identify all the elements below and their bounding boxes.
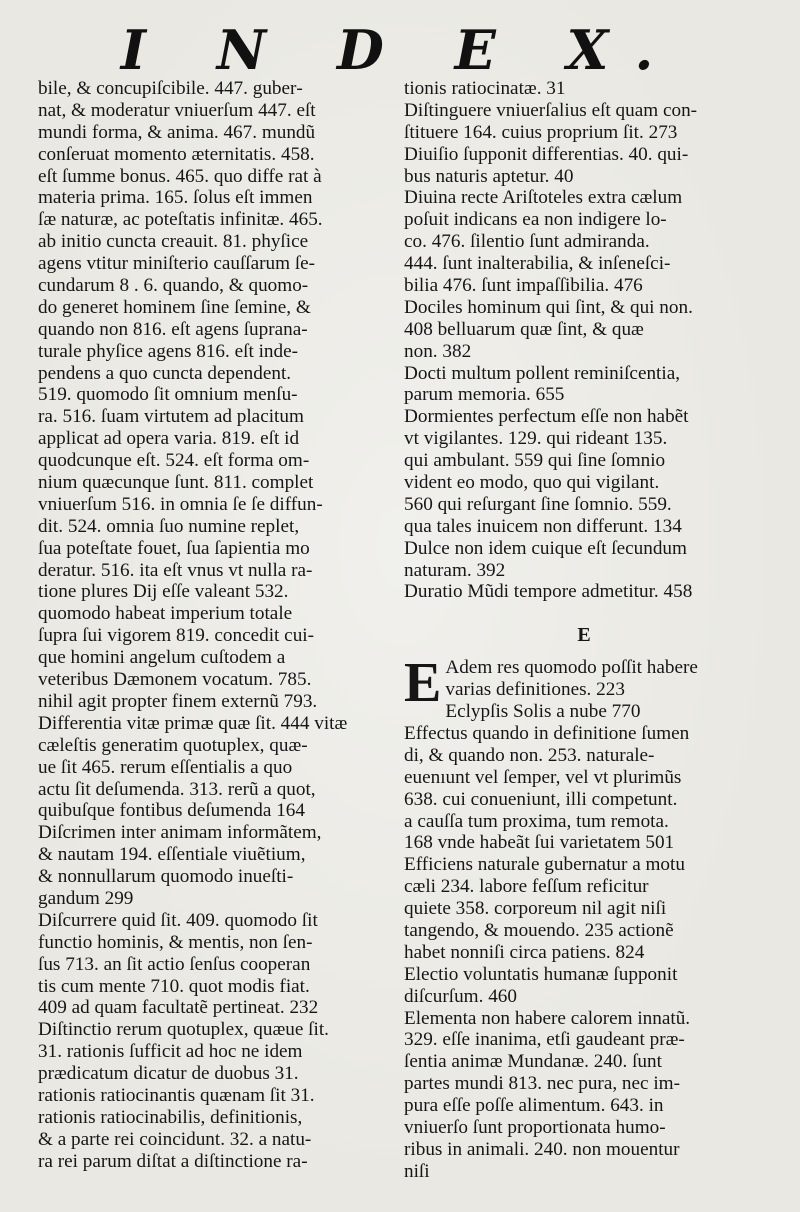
index-line: Diſcrimen inter animam informãtem,	[38, 822, 322, 844]
section-heading-e: E	[577, 624, 591, 647]
index-line: vniuerſum 516. in omnia ſe ſe diffun-	[38, 493, 323, 515]
index-line: dit. 524. omnia ſuo numine replet,	[38, 515, 300, 537]
index-line: Diuiſio ſupponit differentias. 40. qui-	[404, 143, 689, 165]
index-line: 560 qui reſurgant ſine ſomnio. 559.	[404, 493, 672, 515]
index-line: pura eſſe poſſe alimentum. 643. in	[404, 1095, 664, 1117]
index-line: 329. eſſe inanima, etſi gaudeant præ-	[404, 1029, 685, 1051]
index-line: Efficiens naturale gubernatur a motu	[404, 854, 685, 876]
index-line: quibuſque fontibus deſumenda 164	[38, 800, 305, 822]
page-title: I N D E X.	[120, 18, 680, 82]
index-line: Adem res quomodo poſſit habere	[445, 657, 698, 679]
index-line: cæli 234. labore feſſum reficitur	[404, 876, 649, 898]
index-line: ra. 516. ſuam virtutem ad placitum	[38, 406, 304, 428]
index-line: gandum 299	[38, 887, 134, 909]
index-line: ſus 713. an ſit actio ſenſus cooperan	[38, 953, 311, 975]
index-line: vniuerſo ſunt proportionata humo-	[404, 1116, 666, 1138]
index-line: ribus in animali. 240. non mouentur	[404, 1138, 680, 1160]
index-line: Elementa non habere calorem innatũ.	[404, 1007, 691, 1029]
index-line: turale phyſice agens 816. eſt inde-	[38, 340, 299, 362]
index-line: tangendo, & mouendo. 235 actionẽ	[404, 919, 674, 941]
index-line: Diſcurrere quid ſit. 409. quomodo ſit	[38, 909, 318, 931]
index-line: ue ſit 465. rerum eſſentialis a quo	[38, 756, 293, 778]
index-line: co. 476. ſilentio ſunt admiranda.	[404, 231, 650, 253]
index-line: conſeruat momento æternitatis. 458.	[38, 143, 315, 165]
index-line: tione plures Dij eſſe valeant 532.	[38, 581, 289, 603]
index-line: ſupra ſui vigorem 819. concedit cui-	[38, 625, 315, 647]
index-line: 409 ad quam facultatẽ pertineat. 232	[38, 997, 319, 1019]
index-line: qua tales inuicem non differunt. 134	[404, 515, 682, 537]
index-line: Dormientes perfectum eſſe non habẽt	[404, 406, 689, 428]
index-line: habet nonniſi circa patiens. 824	[404, 941, 645, 963]
index-line: & nautam 194. eſſentiale viuẽtium,	[38, 844, 306, 866]
index-line: poſuit indicans ea non indigere lo-	[404, 209, 667, 231]
index-line: nium quæcunque ſunt. 811. complet	[38, 472, 314, 494]
index-line: Dociles hominum qui ſint, & qui non.	[404, 296, 693, 318]
index-line: Duratio Mũdi tempore admetitur. 458	[404, 581, 693, 603]
index-line: quiete 358. corporeum nil agit niſi	[404, 898, 667, 920]
index-line: functio hominis, & mentis, non ſen-	[38, 931, 313, 953]
index-line: eſt ſumme bonus. 465. quo diffe rat à	[38, 165, 322, 187]
index-line: Differentia vitæ primæ quæ ſit. 444 vitæ	[38, 712, 348, 734]
index-line: bilia 476. ſunt impaſſibilia. 476	[404, 275, 643, 297]
index-line: mundi forma, & anima. 467. mundũ	[38, 121, 316, 143]
index-line: a cauſſa tum proxima, tum remota.	[404, 810, 669, 832]
section-d-entries	[404, 78, 764, 603]
index-line: Dulce non idem cuique eſt ſecundum	[404, 537, 687, 559]
index-line: niſi	[404, 1160, 430, 1182]
index-line: 444. ſunt inalterabilia, & inſeneſci-	[404, 253, 671, 275]
index-line: Eclypſis Solis a nube 770	[445, 701, 641, 723]
index-line: di, & quando non. 253. naturale-	[404, 744, 655, 766]
index-line: Effectus quando in definitione ſumen	[404, 722, 690, 744]
index-line: quando non 816. eſt agens ſuprana-	[38, 318, 308, 340]
index-line: Diſtinguere vniuerſalius eſt quam con-	[404, 99, 698, 121]
index-line: veteribus Dæmonem vocatum. 785.	[38, 669, 312, 691]
left-column	[38, 78, 390, 1173]
index-line: qui ambulant. 559 qui ſine ſomnio	[404, 450, 666, 472]
index-line: Diſtinctio rerum quotuplex, quæue ſit.	[38, 1019, 329, 1041]
index-line: ſtituere 164. cuius proprium ſit. 273	[404, 121, 678, 143]
index-line: nihil agit propter finem externũ 793.	[38, 690, 318, 712]
index-line: & nonnullarum quomodo inueſti-	[38, 866, 294, 888]
index-line: rationis ratiocinabilis, definitionis,	[38, 1106, 303, 1128]
index-line: actu ſit deſumenda. 313. rerũ a quot,	[38, 778, 316, 800]
index-line: ſua poteſtate fouet, ſua ſapientia mo	[38, 537, 310, 559]
index-line: Docti multum pollent reminiſcentia,	[404, 362, 681, 384]
index-line: diſcurſum. 460	[404, 985, 517, 1007]
index-line: prædicatum dicatur de duobus 31.	[38, 1063, 299, 1085]
index-line: ab initio cuncta creauit. 81. phyſice	[38, 231, 309, 253]
index-line: nat, & moderatur vniuerſum 447. eſt	[38, 99, 316, 121]
index-line: & a parte rei coincidunt. 32. a natu-	[38, 1128, 312, 1150]
index-line: tis cum mente 710. quot modis fiat.	[38, 975, 310, 997]
index-line: quomodo habeat imperium totale	[38, 603, 293, 625]
index-line: applicat ad opera varia. 819. eſt id	[38, 428, 300, 450]
index-line: tionis ratiocinatæ. 31	[404, 78, 566, 99]
index-line: materia prima. 165. ſolus eſt immen	[38, 187, 313, 209]
index-line: 638. cui conueniunt, illi competunt.	[404, 788, 678, 810]
index-line: ſæ naturæ, ac poteſtatis infinitæ. 465.	[38, 209, 323, 231]
index-line: cæleſtis generatim quotuplex, quæ-	[38, 734, 308, 756]
index-line: cundarum 8 . 6. quando, & quomo-	[38, 275, 309, 297]
index-line: 519. quomodo ſit omnium menſu-	[38, 384, 298, 406]
index-line: ra rei parum diſtat a diſtinctione ra-	[38, 1150, 308, 1172]
index-line: parum memoria. 655	[404, 384, 565, 406]
index-line: partes mundi 813. nec pura, nec im-	[404, 1073, 680, 1095]
index-line: do generet hominem ſine ſemine, &	[38, 296, 311, 318]
section-e-entries	[404, 652, 764, 1182]
index-line: deratur. 516. ita eſt vnus vt nulla ra-	[38, 559, 313, 581]
index-line: 408 belluarum quæ ſint, & quæ	[404, 318, 644, 340]
index-line: euenıunt vel ſemper, vel vt plurimũs	[404, 766, 682, 788]
index-line: Electio voluntatis humanæ ſupponit	[404, 963, 678, 985]
index-line: 31. rationis ſufficit ad hoc ne idem	[38, 1041, 303, 1063]
index-line: 168 vnde habeãt ſui varietatem 501	[404, 832, 675, 854]
index-line: agens vtitur miniſterio cauſſarum ſe-	[38, 253, 316, 275]
index-line: vt vigilantes. 129. qui rideant 135.	[404, 428, 668, 450]
index-line: vident eo modo, quo qui vigilant.	[404, 472, 660, 494]
index-line: rationis ratiocinantis quænam ſit 31.	[38, 1084, 315, 1106]
right-column	[404, 78, 764, 1183]
index-line: pendens a quo cuncta dependent.	[38, 362, 292, 384]
index-line: bile, & concupiſcibile. 447. guber‑	[38, 78, 303, 99]
index-line: quodcunque eſt. 524. eſt forma om-	[38, 450, 310, 472]
index-line: que homini angelum cuſtodem a	[38, 647, 286, 669]
index-line: naturam. 392	[404, 559, 506, 581]
index-line: bus naturis aptetur. 40	[404, 165, 574, 187]
dropcap-letter: E	[404, 652, 442, 715]
index-line: non. 382	[404, 340, 472, 362]
index-line: varias definitiones. 223	[445, 679, 625, 701]
index-line: Diuina recte Ariſtoteles extra cælum	[404, 187, 683, 209]
index-line: ſentia animæ Mundanæ. 240. ſunt	[404, 1051, 662, 1073]
